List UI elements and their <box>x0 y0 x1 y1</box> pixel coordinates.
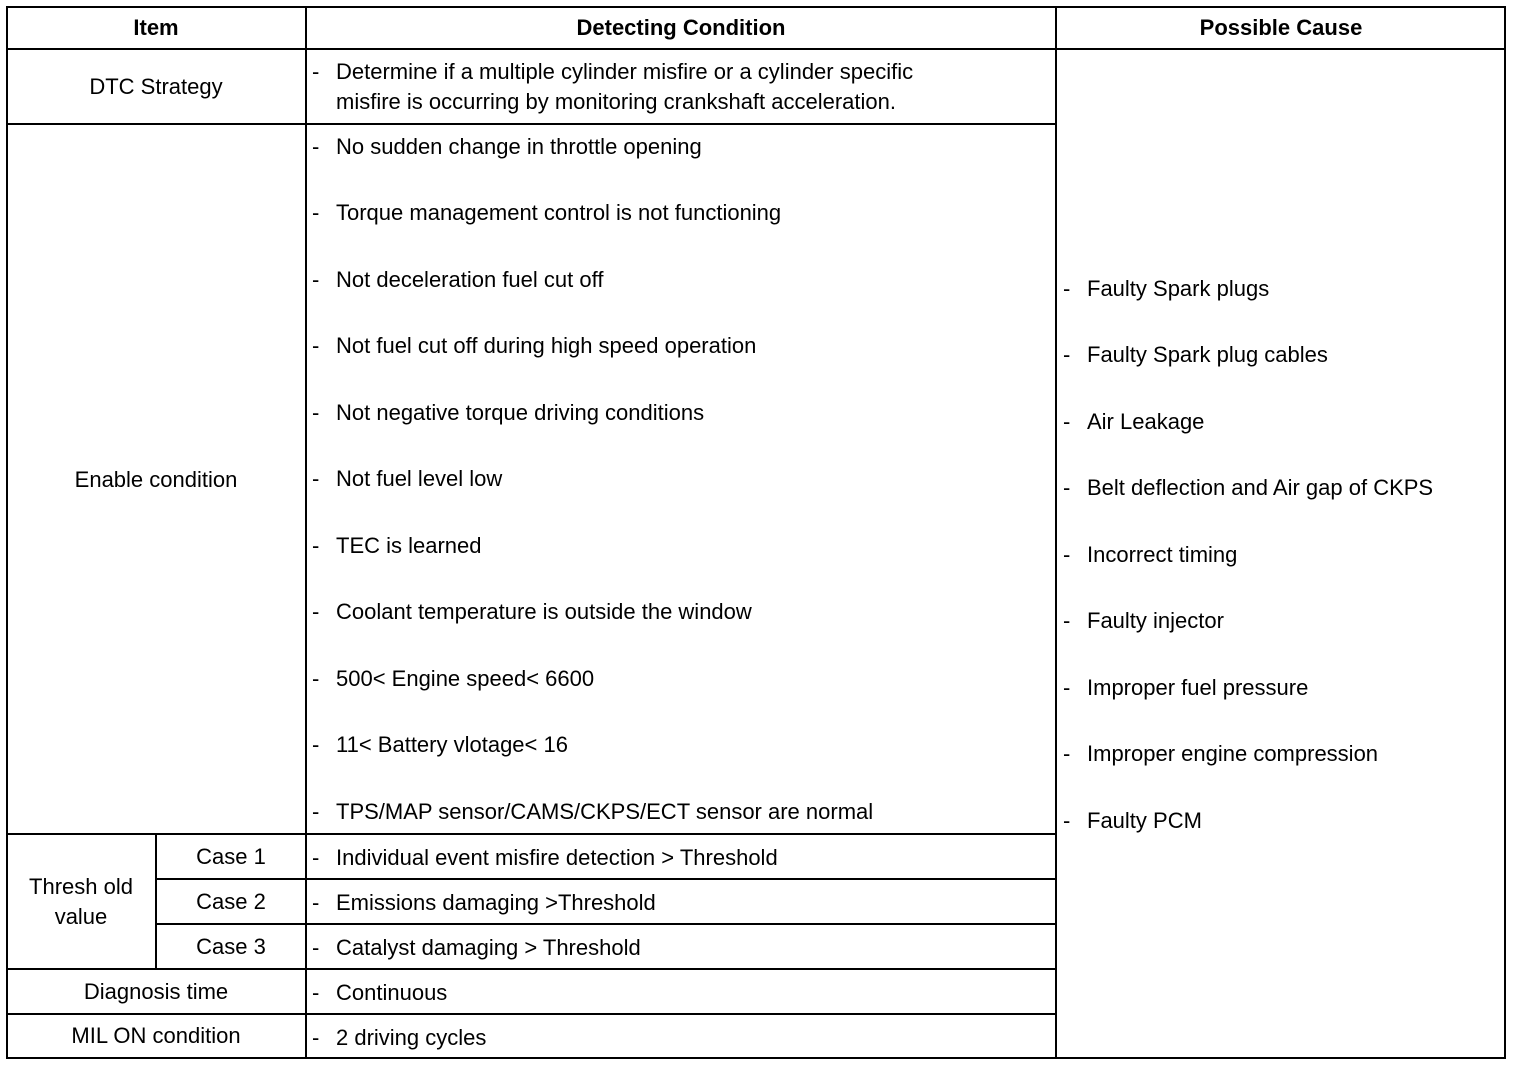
enable-condition-10: - TPS/MAP sensor/CAMS/CKPS/ECT sensor are normal <box>312 799 874 824</box>
enable-condition-1: - Torque management control is not functioning <box>312 200 782 225</box>
enable-condition-5: - Not fuel level low <box>312 466 503 491</box>
dtc-strategy-condition: - Determine if a multiple cylinder misfire or a cylinder specific misfire is occurring by monitoring crankshaft acceleration. <box>312 59 914 114</box>
cause-7: - Improper engine compression <box>1063 741 1379 766</box>
cause-4: - Incorrect timing <box>1063 542 1238 567</box>
case-3-condition: - Catalyst damaging > Threshold <box>312 935 641 960</box>
mil-on-condition-value: - 2 driving cycles <box>312 1025 487 1050</box>
enable-condition-9: - 11< Battery vlotage< 16 <box>312 732 568 757</box>
cause-6: - Improper fuel pressure <box>1063 675 1309 700</box>
item-enable-condition: Enable condition <box>74 466 238 492</box>
case-2-condition: - Emissions damaging >Threshold <box>312 890 656 915</box>
enable-condition-2: - Not deceleration fuel cut off <box>312 267 604 292</box>
border-bottom <box>6 1057 1506 1059</box>
cause-0: - Faulty Spark plugs <box>1063 276 1270 301</box>
enable-condition-7: - Coolant temperature is outside the window <box>312 599 752 624</box>
cause-1: - Faulty Spark plug cables <box>1063 342 1328 367</box>
cause-8: - Faulty PCM <box>1063 808 1202 833</box>
bullet-dash: - <box>312 59 320 84</box>
col-divider-2 <box>1055 6 1057 1059</box>
case-3-label: Case 3 <box>196 934 266 959</box>
item-threshold-value: Thresh old value <box>29 874 133 929</box>
border-right <box>1504 6 1506 1059</box>
enable-condition-4: - Not negative torque driving conditions <box>312 400 705 425</box>
item-dtc-strategy: DTC Strategy <box>89 74 223 99</box>
case-1-label: Case 1 <box>196 844 266 869</box>
diagnostic-table <box>6 6 1506 1059</box>
enable-condition-0: - No sudden change in throttle opening <box>312 134 702 159</box>
diagnosis-time-condition: - Continuous <box>312 980 448 1005</box>
item-mil-on-condition: MIL ON condition <box>71 1023 241 1048</box>
cause-2: - Air Leakage <box>1063 409 1205 434</box>
enable-condition-8: - 500< Engine speed< 6600 <box>312 666 595 691</box>
case-1-condition: - Individual event misfire detection > Threshold <box>312 845 778 870</box>
enable-condition-6: - TEC is learned <box>312 533 482 558</box>
header-item: Item <box>133 14 179 40</box>
cause-5: - Faulty injector <box>1063 608 1224 633</box>
cause-3: - Belt deflection and Air gap of CKPS <box>1063 475 1434 500</box>
enable-condition-3: - Not fuel cut off during high speed operation <box>312 333 757 358</box>
item-diagnosis-time: Diagnosis time <box>83 979 229 1004</box>
header-possible-cause: Possible Cause <box>1199 14 1363 40</box>
case-2-label: Case 2 <box>196 889 266 914</box>
header-detecting-condition: Detecting Condition <box>576 14 786 40</box>
